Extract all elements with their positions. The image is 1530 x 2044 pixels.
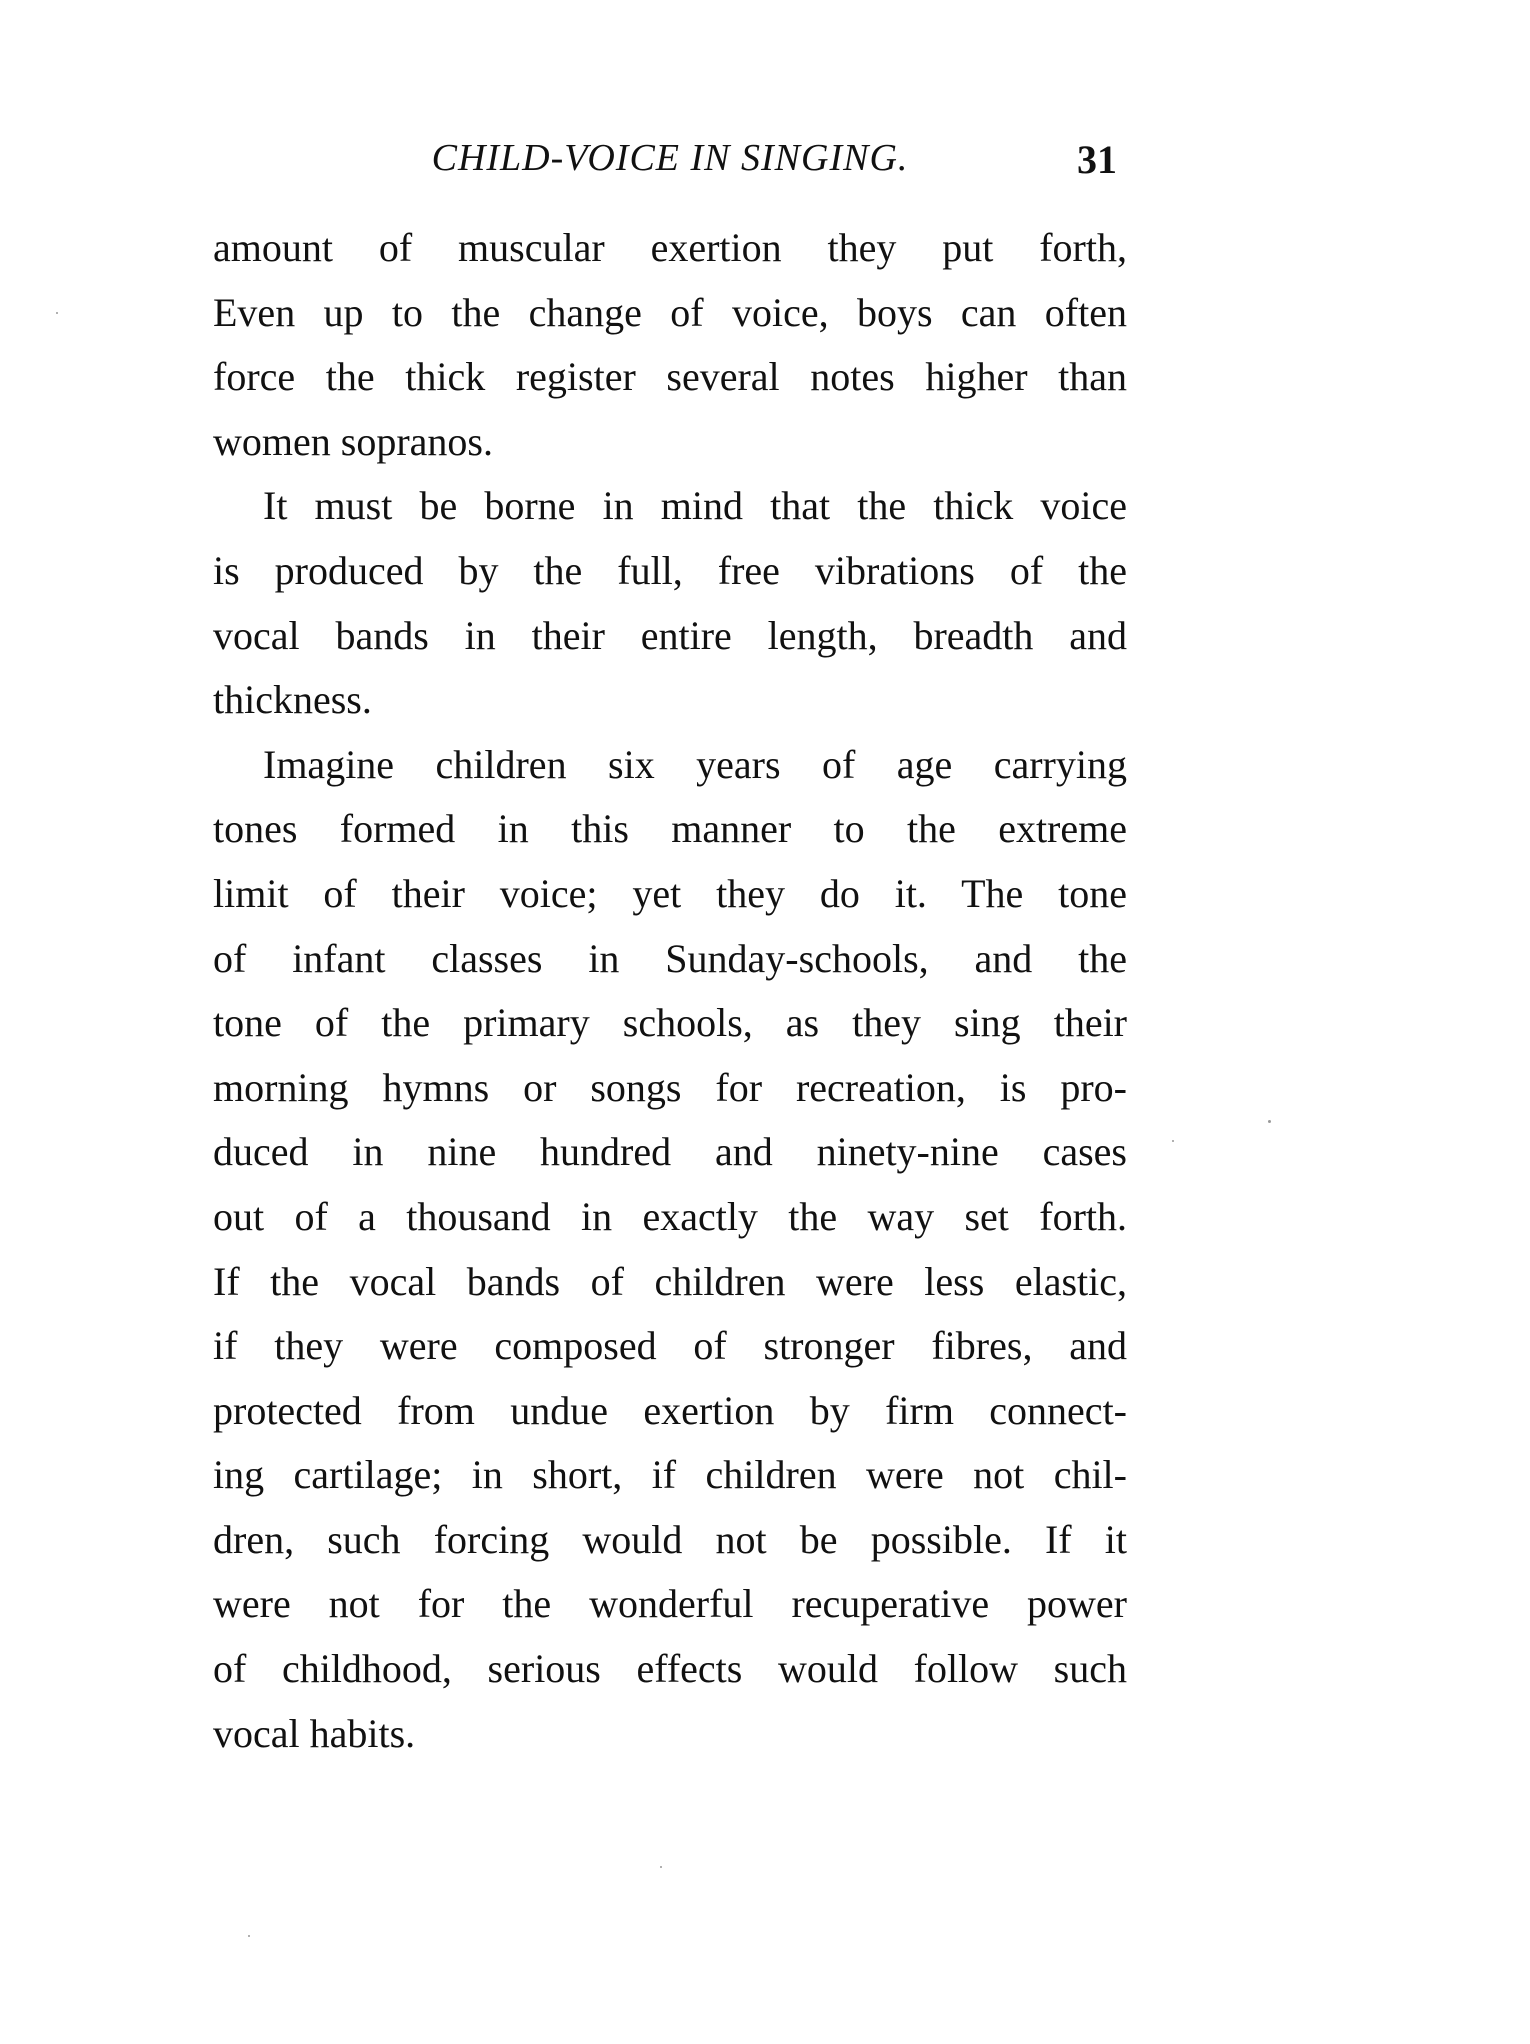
text-line: of childhood, serious effects would follow such [213, 1646, 1127, 1692]
paragraph-1 [213, 216, 1127, 474]
text-line: vocal habits. [213, 1710, 416, 1756]
paper-speck [1268, 1120, 1271, 1123]
paper-speck [660, 1866, 662, 1868]
text-line: morning hymns or songs for recreation, is pro- [213, 1064, 1127, 1110]
text-line: It must be borne in mind that the thick voice [263, 483, 1127, 529]
paper-speck [56, 312, 58, 314]
text-line: duced in nine hundred and ninety-nine cases [213, 1129, 1127, 1175]
text-line: tone of the primary schools, as they sing their [213, 1000, 1127, 1046]
text-line: were not for the wonderful recuperative power [213, 1581, 1127, 1627]
text-line: thickness. [213, 677, 372, 723]
text-line: If the vocal bands of children were less elastic, [213, 1258, 1127, 1304]
text-line: vocal bands in their entire length, breadth and [213, 612, 1127, 658]
text-line: ing cartilage; in short, if children were not chil- [213, 1452, 1127, 1498]
page-number: 31 [1077, 137, 1117, 182]
text-line: limit of their voice; yet they do it. The tone [213, 870, 1127, 916]
text-line: force the thick register several notes higher than [213, 354, 1127, 400]
paragraph-2 [213, 474, 1127, 732]
text-line: tones formed in this manner to the extreme [213, 806, 1127, 852]
text-line: Even up to the change of voice, boys can often [213, 289, 1127, 335]
text-line: Imagine children six years of age carrying [263, 741, 1127, 787]
running-head [213, 136, 1127, 196]
running-title: CHILD-VOICE IN SINGING. [431, 137, 909, 179]
paper-speck [1172, 1140, 1174, 1142]
paper-speck [248, 1935, 250, 1937]
text-line: dren, such forcing would not be possible. If it [213, 1516, 1127, 1562]
text-line: out of a thousand in exactly the way set forth. [213, 1193, 1127, 1239]
text-line: amount of muscular exertion they put forth, [213, 225, 1127, 270]
text-line: of infant classes in Sunday-schools, and the [213, 935, 1127, 981]
body-text [213, 216, 1127, 1766]
paragraph-3 [213, 733, 1127, 1767]
text-line: protected from undue exertion by firm connect- [213, 1387, 1127, 1433]
text-line: women sopranos. [213, 418, 493, 464]
text-line: is produced by the full, free vibrations of the [213, 547, 1127, 593]
text-line: if they were composed of stronger fibres, and [213, 1323, 1127, 1369]
